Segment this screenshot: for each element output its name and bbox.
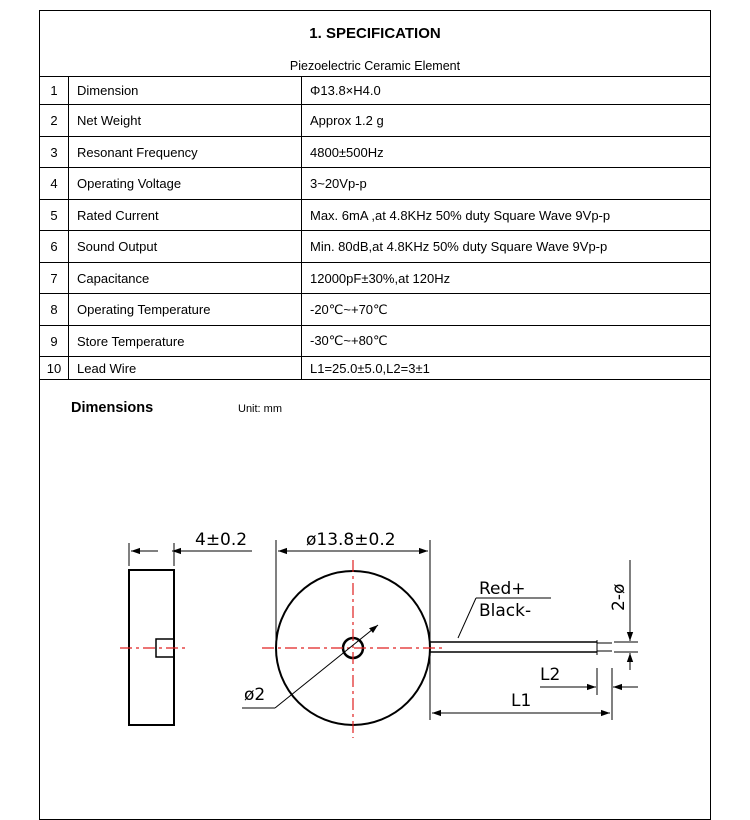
spec-subtitle: Piezoelectric Ceramic Element (289, 59, 461, 73)
row-parameter: Capacitance (69, 263, 302, 294)
row-parameter: Store Temperature (69, 326, 302, 357)
wire-label-leader (458, 598, 476, 638)
row-value: 3~20Vp-p (302, 168, 711, 200)
unit-label: Unit: mm (238, 403, 282, 415)
row-parameter: Net Weight (69, 105, 302, 137)
row-value: Φ13.8×H4.0 (302, 77, 711, 105)
row-parameter: Operating Temperature (69, 294, 302, 326)
row-number: 10 (40, 357, 69, 380)
row-value: L1=25.0±5.0,L2=3±1 (302, 357, 711, 380)
dimensions-heading: Dimensions (71, 400, 154, 416)
row-parameter: Dimension (69, 77, 302, 105)
spec-title: 1. SPECIFICATION (309, 25, 441, 42)
row-value: -20℃~+70℃ (302, 294, 711, 326)
row-value: Approx 1.2 g (302, 105, 711, 137)
row-value: -30℃~+80℃ (302, 326, 711, 357)
row-number: 2 (40, 105, 69, 137)
row-value: 12000pF±30%,at 120Hz (302, 263, 711, 294)
row-number: 6 (40, 231, 69, 263)
thickness-label: 4±0.2 (195, 530, 248, 550)
wire-black-label: Black- (479, 601, 532, 621)
row-number: 1 (40, 77, 69, 105)
row-number: 9 (40, 326, 69, 357)
wire-red-label: Red+ (479, 579, 526, 599)
row-number: 4 (40, 168, 69, 200)
row-number: 3 (40, 137, 69, 168)
hole-diameter-label: ø2 (244, 685, 266, 705)
hole-leader (275, 625, 378, 708)
row-number: 7 (40, 263, 69, 294)
row-number: 8 (40, 294, 69, 326)
row-value: 4800±500Hz (302, 137, 711, 168)
row-parameter: Rated Current (69, 200, 302, 231)
row-value: Max. 6mA ,at 4.8KHz 50% duty Square Wave 9Vp-p (302, 200, 711, 231)
row-value: Min. 80dB,at 4.8KHz 50% duty Square Wave 9Vp-p (302, 231, 711, 263)
row-number: 5 (40, 200, 69, 231)
l1-label: L1 (511, 691, 532, 711)
l2-label: L2 (540, 665, 561, 685)
row-parameter: Resonant Frequency (69, 137, 302, 168)
row-parameter: Lead Wire (69, 357, 302, 380)
row-parameter: Operating Voltage (69, 168, 302, 200)
row-parameter: Sound Output (69, 231, 302, 263)
wire-diameter-label: 2-ø (609, 583, 629, 611)
diameter-label: ø13.8±0.2 (306, 530, 396, 550)
